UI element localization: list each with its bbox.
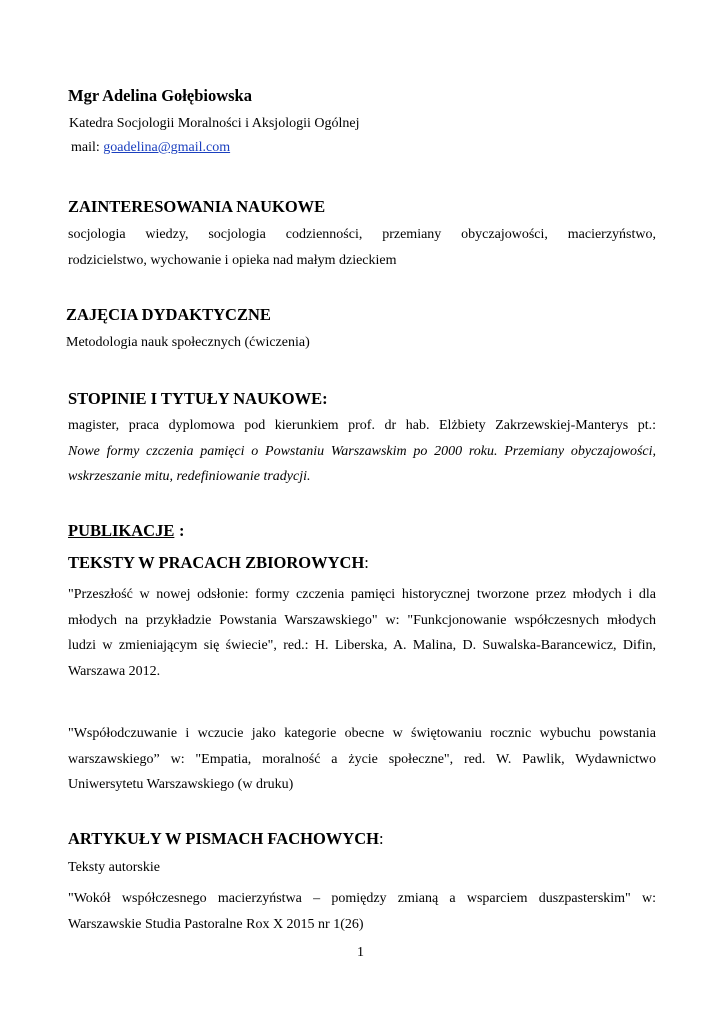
article-line: "Wokół współczesnego macierzyństwa – pomiędzy zmianą a wsparciem duszpasterskim" w: bbox=[68, 891, 656, 906]
department: Katedra Socjologii Moralności i Aksjologii Ogólnej bbox=[69, 116, 360, 131]
page-number: 1 bbox=[357, 945, 364, 960]
degrees-line: magister, praca dyplomowa pod kierunkiem prof. dr hab. Elżbiety Zakrzewskiej-Manterys pt.: bbox=[68, 418, 656, 433]
articles-subheading bbox=[68, 855, 656, 881]
publication-line: "Współodczuwanie i wczucie jako kategorie obecne w świętowaniu rocznic wybuchu powstania bbox=[68, 726, 656, 741]
degrees-text bbox=[68, 413, 656, 490]
teaching-heading: ZAJĘCIA DYDAKTYCZNE bbox=[66, 305, 271, 324]
mail-line bbox=[71, 140, 230, 156]
publications-heading-text: PUBLIKACJE bbox=[68, 521, 175, 540]
publication-line: ludzi w zmieniającym się świecie", red.: H. Liberska, A. Malina, D. Suwalska-Barancewicz, Difin, bbox=[68, 638, 656, 653]
articles-heading-colon: : bbox=[378, 829, 384, 848]
publication-item bbox=[68, 721, 656, 798]
collective-works-heading-colon: : bbox=[364, 553, 369, 572]
mail-link[interactable]: goadelina@gmail.com bbox=[103, 140, 231, 155]
interests-heading: ZAINTERESOWANIA NAUKOWE bbox=[68, 197, 326, 216]
mail-label: mail: bbox=[71, 140, 104, 155]
articles-heading-text: ARTYKUŁY W PISMACH FACHOWYCH bbox=[68, 829, 379, 848]
article-item bbox=[68, 886, 656, 937]
interests-line: rodzicielstwo, wychowanie i opieka nad małym dzieckiem bbox=[68, 252, 397, 268]
articles-heading bbox=[68, 829, 384, 849]
thesis-title-line: Nowe formy czczenia pamięci o Powstaniu Warszawskim po 2000 roku. Przemiany obyczajowości, bbox=[68, 443, 656, 459]
author-name: Mgr Adelina Gołębiowska bbox=[68, 86, 252, 105]
publication-item bbox=[68, 582, 656, 684]
publications-heading-colon: : bbox=[179, 521, 185, 540]
publication-line: Warszawa 2012. bbox=[68, 663, 161, 679]
publication-line: młodych na przykładzie Powstania Warszawskiego" w: "Funkcjonowanie współczesnych młodych bbox=[68, 612, 656, 628]
publication-line: Uniwersytetu Warszawskiego (w druku) bbox=[68, 777, 294, 792]
collective-works-heading-text: TEKSTY W PRACACH ZBIOROWYCH bbox=[68, 553, 365, 572]
thesis-title-line: wskrzeszanie mitu, redefiniowanie tradycji. bbox=[68, 469, 311, 484]
publication-line: "Przeszłość w nowej odsłonie: formy czczenia pamięci historycznej tworzone przez młodych i dla bbox=[68, 587, 656, 602]
articles-subheading-text: Teksty autorskie bbox=[68, 860, 160, 875]
teaching-text bbox=[66, 330, 656, 356]
collective-works-heading bbox=[68, 553, 369, 573]
publication-line: warszawskiego” w: "Empatia, moralność a życie społeczne", red. W. Pawlik, Wydawnictwo bbox=[68, 751, 656, 767]
article-line: Warszawskie Studia Pastoralne Rox X 2015 nr 1(26) bbox=[68, 916, 364, 932]
interests-text bbox=[68, 222, 656, 273]
publications-heading bbox=[68, 521, 174, 541]
teaching-line: Metodologia nauk społecznych (ćwiczenia) bbox=[66, 335, 310, 350]
interests-line: socjologia wiedzy, socjologia codzienności, przemiany obyczajowości, macierzyństwo, bbox=[68, 227, 656, 242]
degrees-heading: STOPINIE I TYTUŁY NAUKOWE: bbox=[68, 389, 328, 408]
